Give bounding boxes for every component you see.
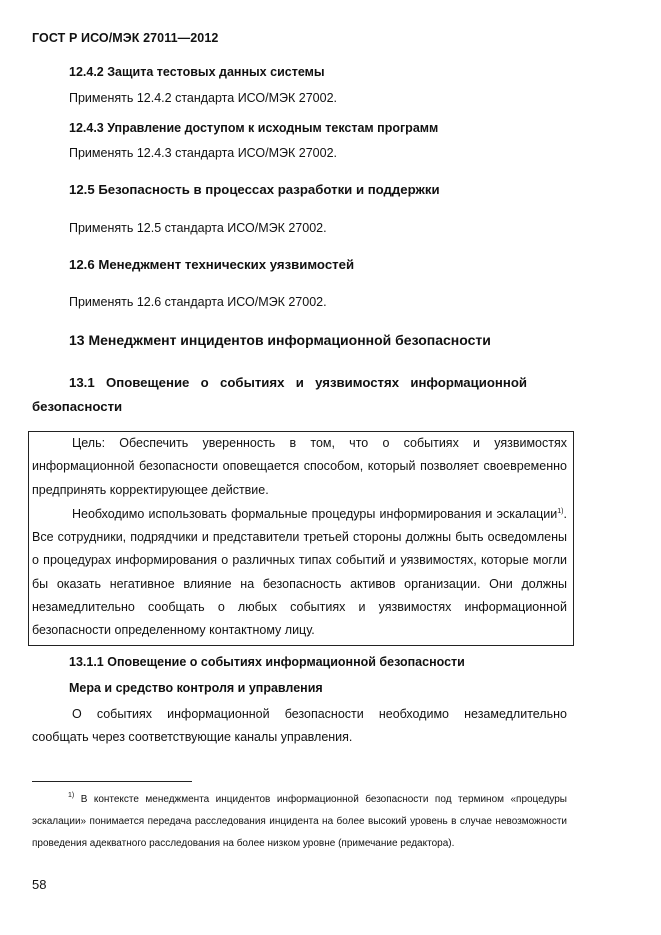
footnote-mark: 1) [68, 792, 75, 799]
section-12-4-2-title: 12.4.2 Защита тестовых данных системы [69, 65, 325, 79]
section-13-title: 13 Менеджмент инцидентов информационной безопасности [69, 332, 491, 348]
goal-paragraph-2 [32, 503, 567, 643]
standard-title: ГОСТ Р ИСО/МЭК 27011—2012 [32, 31, 219, 45]
section-13-1-title: 13.1 Оповещение о событиях и уязвимостях информационной безопасности [32, 375, 527, 414]
goal-paragraph-2-rest: . Все сотрудники, подрядчики и представители третьей стороны должны быть осведомлены о процедурах информирования о различных типах событий и уязвимостях, которые могли бы оказать негативное влияние на безопасность активов организации. Они должны незамедлительно сообщать о любых событиях и уязвимостях информационной безопасности определенному контактному лицу. [32, 506, 567, 638]
footnote-reference: 1) [557, 507, 564, 515]
section-12-6-title: 12.6 Менеджмент технических уязвимостей [69, 257, 355, 272]
footnote-divider [32, 781, 192, 782]
section-12-4-2-text: Применять 12.4.2 стандарта ИСО/МЭК 27002. [69, 91, 338, 105]
section-12-4-3-title: 12.4.3 Управление доступом к исходным текстам программ [69, 121, 439, 135]
section-13-1-1-title: 13.1.1 Оповещение о событиях информационной безопасности [69, 655, 465, 669]
footnote [32, 789, 567, 856]
page-number: 58 [32, 877, 47, 892]
goal-paragraph-1: Цель: Обеспечить уверенность в том, что о событиях и уязвимостях информационной безопасности оповещается способом, который позволяет своевременно предпринять корректирующее действие. [32, 436, 567, 497]
section-12-5-text: Применять 12.5 стандарта ИСО/МЭК 27002. [69, 221, 327, 235]
section-12-4-3-text: Применять 12.4.3 стандарта ИСО/МЭК 27002. [69, 146, 338, 160]
measure-title: Мера и средство контроля и управления [69, 681, 323, 695]
measure-text: О событиях информационной безопасности необходимо незамедлительно сообщать через соответствующие каналы управления. [32, 707, 567, 745]
section-12-6-text: Применять 12.6 стандарта ИСО/МЭК 27002. [69, 295, 327, 309]
goal-paragraph-2-start: Необходимо использовать формальные процедуры информирования и эскалации [72, 506, 558, 521]
footnote-text: В контексте менеджмента инцидентов информационной безопасности под термином «процедуры эскалации» понимается передача расследования инцидента на более высокий уровень в случае невозможности проведения адекватного расследования на более низком уровне (примечание редактора). [32, 794, 567, 850]
section-12-5-title: 12.5 Безопасность в процессах разработки и поддержки [69, 182, 440, 197]
goal-text [32, 432, 567, 643]
